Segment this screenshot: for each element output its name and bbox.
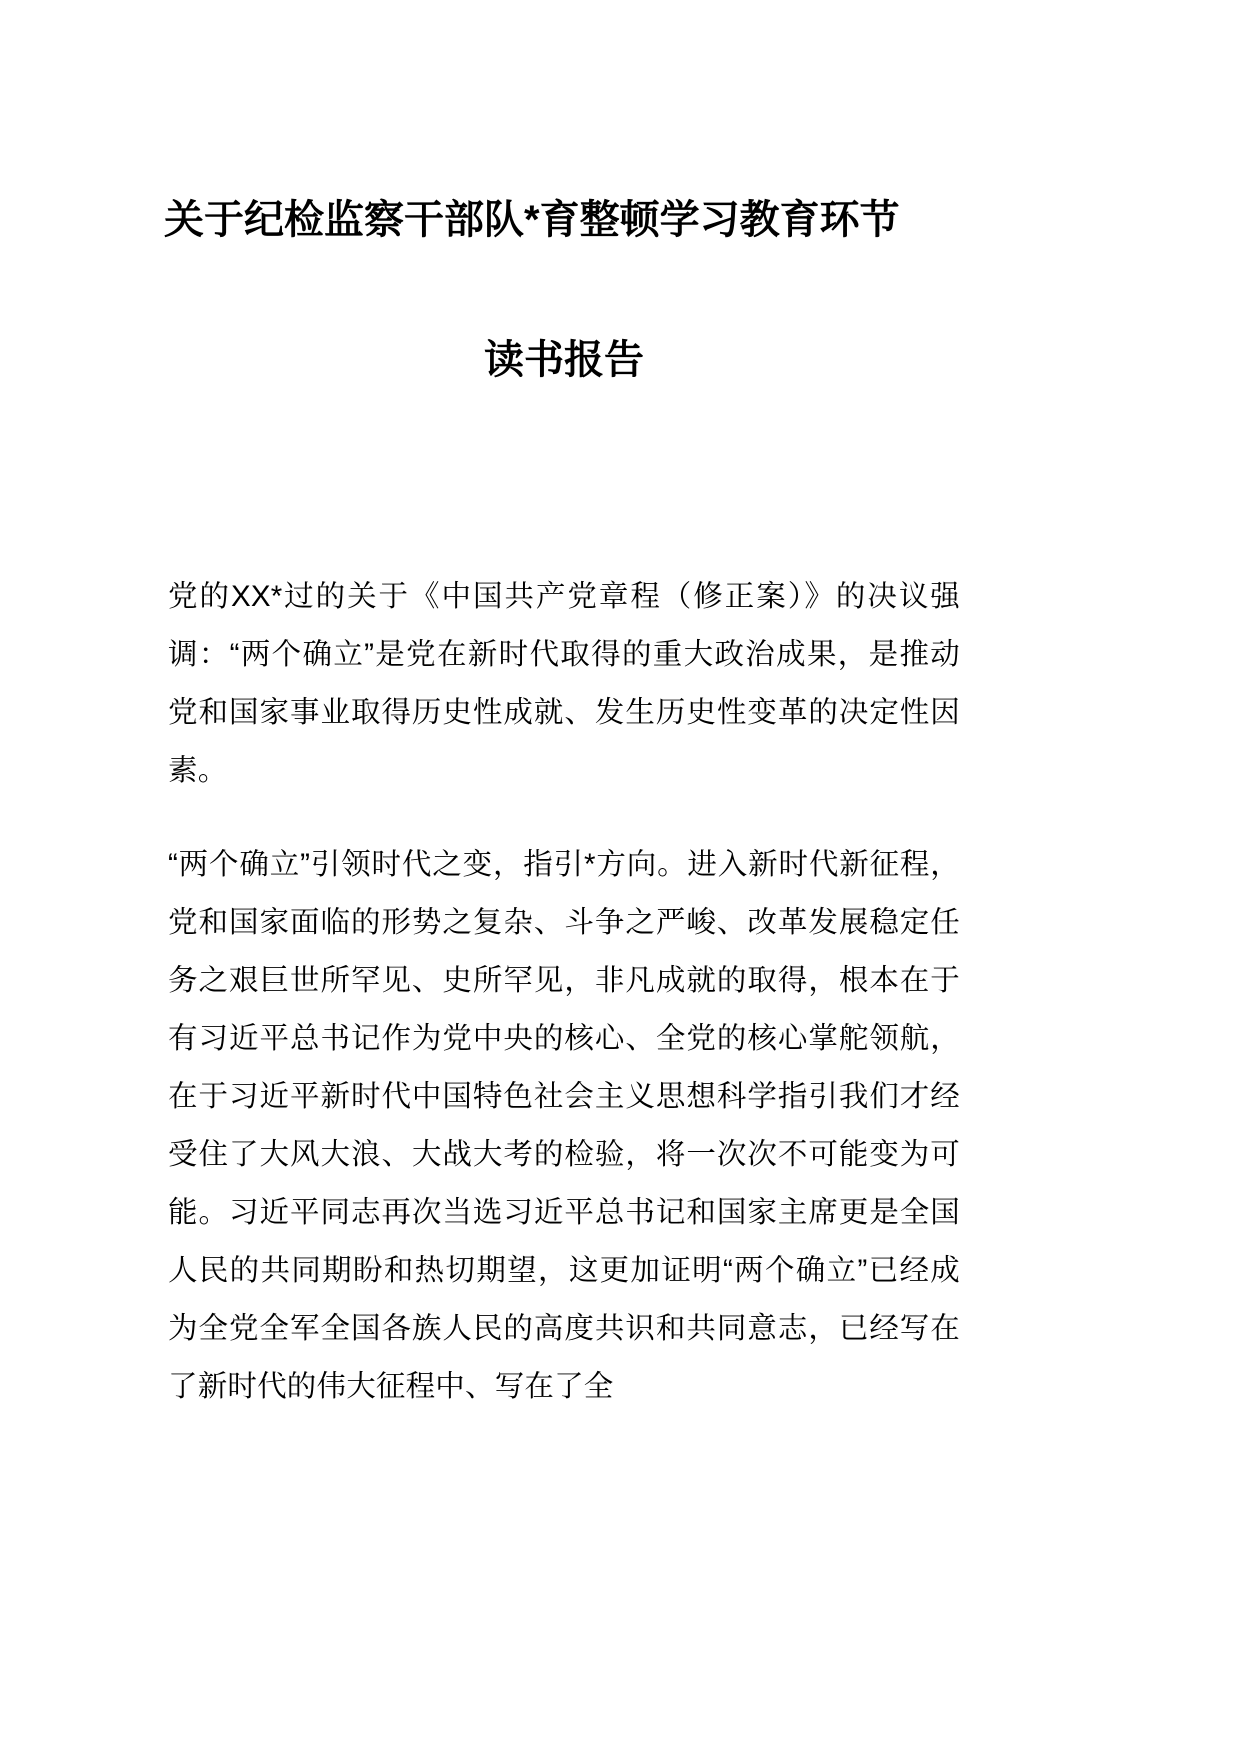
body-paragraph-2: “两个确立”引领时代之变，指引*方向。进入新时代新征程，党和国家面临的形势之复杂、斗争之严峻、改革发展稳定任务之艰巨世所罕见、史所罕见，非凡成就的取得，根本在于有习近平总书记作为党中央的核心、全党的核心掌舵领航，在于习近平新时代中国特色社会主义思想科学指引我们才经受住了大风大浪、大战大考的检验，将一次次不可能变为可能。习近平同志再次当选习近平总书记和国家主席更是全国人民的共同期盼和热切期望，这更加证明“两个确立”已经成为全党全军全国各族人民的高度共识和共同意志，已经写在了新时代的伟大征程中、写在了全 [168, 848, 960, 1403]
document-content [164, 0, 960, 1416]
document-title-line-2: 读书报告 [484, 338, 644, 382]
body-paragraph-1: 党的XX*过的关于《中国共产党章程（修正案）》的决议强调：“两个确立”是党在新时代取得的重大政治成果，是推动党和国家事业取得历史性成就、发生历史性变革的决定性因素。 [168, 580, 960, 787]
title-body-spacer [168, 430, 960, 568]
document-body [168, 568, 960, 1416]
document-title-line-1: 关于纪检监察干部队*育整顿学习教育环节 [164, 198, 900, 242]
